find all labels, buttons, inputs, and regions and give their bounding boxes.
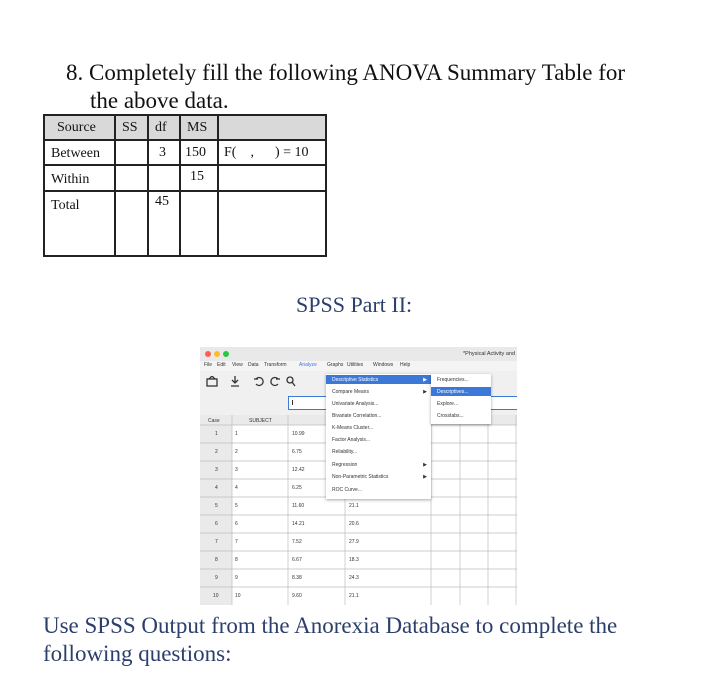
descriptive-statistics-submenu [431,374,491,424]
subject-cell[interactable]: 10 [235,593,241,599]
download-icon[interactable] [230,376,240,387]
column-header-subject[interactable]: SUBJECT [249,418,272,424]
row-number: 1 [215,431,218,437]
menu-windows[interactable]: Windows [373,362,394,368]
value-cell[interactable]: 12.42 [292,467,305,473]
menu-item-explore[interactable]: Explore... [437,401,459,407]
menu-item-kmeans-cluster[interactable]: K-Means Cluster... [332,425,374,431]
menu-item-reliability[interactable]: Reliability... [332,449,358,455]
row-between-ms: 150 [185,145,206,160]
value-cell-2[interactable]: 24.3 [349,575,359,581]
instructions-text [43,612,617,668]
row-number: 3 [215,467,218,473]
menu-graphs[interactable]: Graphs [327,362,344,368]
value-cell-2[interactable]: 21.1 [349,593,359,599]
analyze-dropdown-menu [326,374,431,499]
menu-item-crosstabs[interactable]: Crosstabs... [437,413,464,419]
value-cell[interactable]: 6.25 [292,485,302,491]
window-title: *Physical Activity and [463,351,515,357]
subject-cell[interactable]: 2 [235,449,238,455]
subject-cell[interactable]: 5 [235,503,238,509]
subject-cell[interactable]: 7 [235,539,238,545]
menu-edit[interactable]: Edit [217,362,226,368]
menu-file[interactable]: File [204,362,213,368]
window-titlebar [200,347,517,361]
row-within-source: Within [51,172,90,187]
value-cell[interactable]: 7.52 [292,539,302,545]
menu-item-descriptives[interactable]: Descriptives... [437,389,469,395]
menu-item-non-parametric-statistics[interactable]: Non-Parametric Statistics [332,474,389,480]
value-cell[interactable]: 10.99 [292,431,305,437]
row-total-source: Total [51,198,80,213]
maximize-icon[interactable] [223,351,229,357]
subject-cell[interactable]: 1 [235,431,238,437]
menu-analyze[interactable]: Analyze [299,362,317,368]
open-file-icon[interactable] [206,376,218,387]
menu-item-univariate-analysis[interactable]: Univariate Analysis... [332,401,379,407]
header-ms: MS [187,120,208,135]
text-cursor [292,400,293,405]
instructions-line-1: Use SPSS Output from the Anorexia Database to complete the [43,613,618,638]
value-cell[interactable]: 6.75 [292,449,302,455]
column-header-case[interactable]: Case [208,418,220,424]
menu-item-compare-means[interactable]: Compare Means [332,389,369,395]
menu-item-factor-analysis[interactable]: Factor Analysis... [332,437,371,443]
subject-cell[interactable]: 4 [235,485,238,491]
value-cell-2[interactable]: 18.3 [349,557,359,563]
row-between-source: Between [51,146,100,161]
row-number: 7 [215,539,218,545]
row-between-f: F( , ) = 10 [224,145,309,160]
undo-icon[interactable] [254,376,264,387]
row-number: 2 [215,449,218,455]
header-ss: SS [122,120,138,135]
value-cell[interactable]: 11.60 [292,503,305,509]
menu-transform[interactable]: Transform [264,362,287,368]
header-source: Source [57,120,96,135]
row-number: 9 [215,575,218,581]
menu-item-descriptive-statistics[interactable]: Descriptive Statistics [332,377,379,383]
subject-cell[interactable]: 9 [235,575,238,581]
redo-icon[interactable] [270,376,280,387]
value-cell-2[interactable]: 20.6 [349,521,359,527]
question-line-2: the above data. [90,88,229,113]
spss-window-screenshot [200,347,517,605]
subject-cell[interactable]: 8 [235,557,238,563]
value-cell[interactable]: 6.67 [292,557,302,563]
value-cell-2[interactable]: 27.9 [349,539,359,545]
question-line-1: 8. Completely fill the following ANOVA Summary Table for [66,60,626,85]
subject-cell[interactable]: 3 [235,467,238,473]
submenu-arrow-icon: ▶ [423,474,427,480]
menu-item-frequencies[interactable]: Frequencies... [437,377,469,383]
menu-item-regression[interactable]: Regression [332,462,358,468]
menu-view[interactable]: View [232,362,243,368]
minimize-icon[interactable] [214,351,220,357]
search-icon[interactable] [286,376,296,387]
value-cell[interactable]: 8.38 [292,575,302,581]
submenu-arrow-icon: ▶ [423,462,427,468]
close-icon[interactable] [205,351,211,357]
value-cell[interactable]: 9.60 [292,593,302,599]
row-between-df: 3 [159,145,166,160]
menu-help[interactable]: Help [400,362,411,368]
row-number: 4 [215,485,218,491]
row-number: 10 [213,593,219,599]
header-df: df [155,120,167,135]
submenu-arrow-icon: ▶ [423,389,427,395]
row-number: 6 [215,521,218,527]
submenu-arrow-icon: ▶ [423,377,427,383]
row-within-ms: 15 [190,169,204,184]
spss-part-heading: SPSS Part II: [296,292,413,317]
row-number: 8 [215,557,218,563]
value-cell[interactable]: 14.21 [292,521,305,527]
row-total-df: 45 [155,194,169,209]
menu-item-bivariate-correlation[interactable]: Bivariate Correlation... [332,413,382,419]
menu-bar [200,361,517,371]
instructions-line-2: following questions: [43,641,232,666]
subject-cell[interactable]: 6 [235,521,238,527]
anova-summary-table [43,114,327,257]
value-cell-2[interactable]: 21.1 [349,503,359,509]
menu-data[interactable]: Data [248,362,259,368]
row-number: 5 [215,503,218,509]
menu-item-roc-curve[interactable]: ROC Curve... [332,487,363,493]
menu-utilities[interactable]: Utilities [347,362,364,368]
